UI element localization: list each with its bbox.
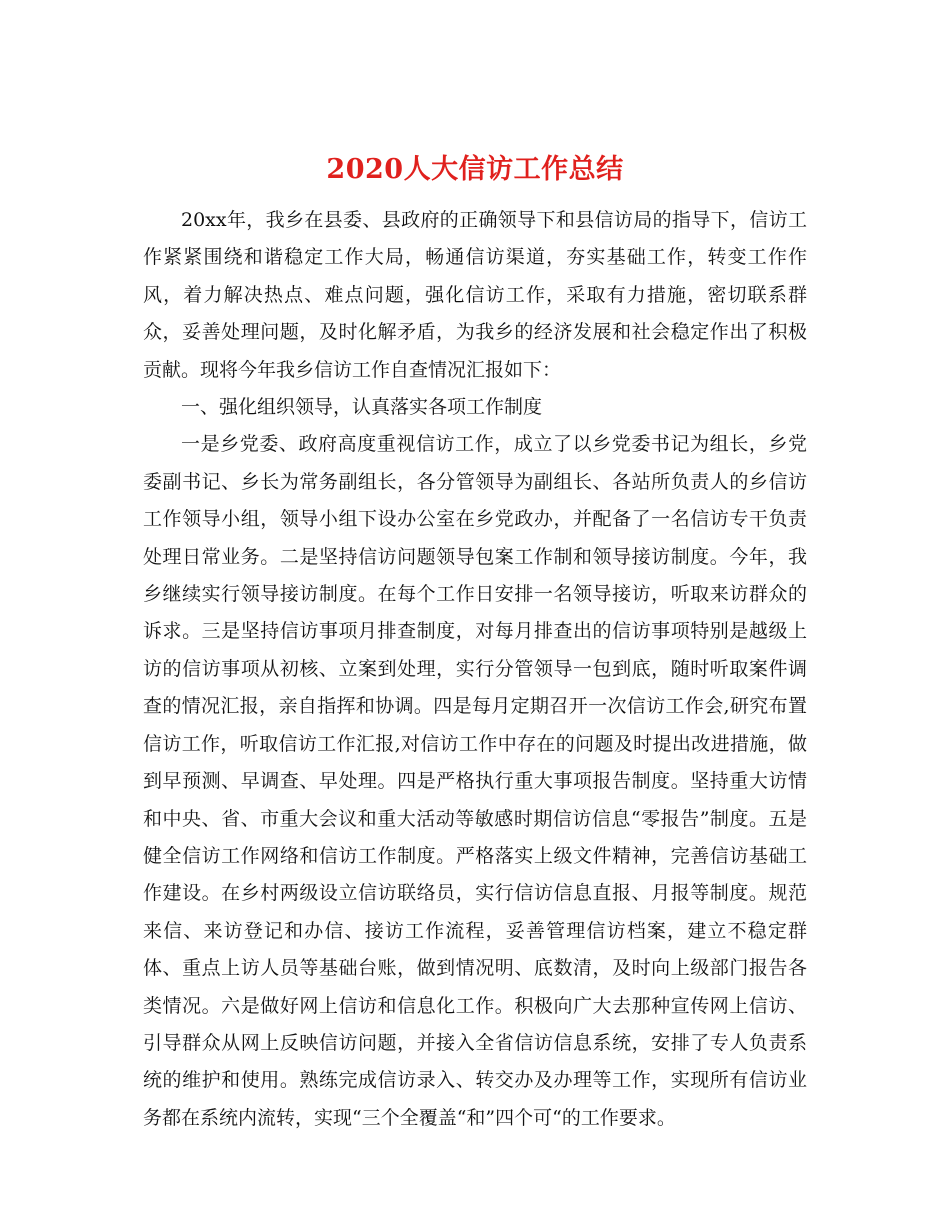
document-body	[143, 202, 807, 1137]
intro-paragraph: 20xx年，我乡在县委、县政府的正确领导下和县信访局的指导下，信访工作紧紧围绕和谐稳定工作大局，畅通信访渠道，夯实基础工作，转变工作作风，着力解决热点、难点问题，强化信访工作，采取有力措施，密切联系群众，妥善处理问题，及时化解矛盾，为我乡的经济发展和社会稳定作出了积极贡献。现将今年我乡信访工作自查情况汇报如下：	[143, 209, 807, 381]
section-heading: 一、强化组织领导，认真落实各项工作制度	[181, 396, 543, 419]
document-title: 2020人大信访工作总结	[326, 154, 624, 186]
section-paragraph: 一是乡党委、政府高度重视信访工作，成立了以乡党委书记为组长，乡党委副书记、乡长为常务副组长，各分管领导为副组长、各站所负责人的乡信访工作领导小组，领导小组下设办公室在乡党政办，并配备了一名信访专干负责处理日常业务。二是坚持信访问题领导包案工作制和领导接访制度。今年，我乡继续实行领导接访制度。在每个工作日安排一名领导接访，听取来访群众的诉求。三是坚持信访事项月排查制度，对每月排查出的信访事项特别是越级上访的信访事项从初核、立案到处理，实行分管领导一包到底，随时听取案件调查的情况汇报，亲自指挥和协调。四是每月定期召开一次信访工作会,研究布置信访工作，听取信访工作汇报,对信访工作中存在的问题及时提出改进措施，做到早预测、早调查、早处理。四是严格执行重大事项报告制度。坚持重大访情和中央、省、市重大会议和重大活动等敏感时期信访信息“零报告”制度。五是健全信访工作网络和信访工作制度。严格落实上级文件精神，完善信访基础工作建设。在乡村两级设立信访联络员，实行信访信息直报、月报等制度。规范来信、来访登记和办信、接访工作流程，妥善管理信访档案，建立不稳定群体、重点上访人员等基础台账，做到情况明、底数清，及时向上级部门报告各类情况。六是做好网上信访和信息化工作。积极向广大去那种宣传网上信访、引导群众从网上反映信访问题，并接入全省信访信息系统，安排了专人负责系统的维护和使用。熟练完成信访录入、转交办及办理等工作，实现所有信访业务都在系统内流转，实现“三个全覆盖“和”四个可“的工作要求。	[143, 433, 807, 1129]
